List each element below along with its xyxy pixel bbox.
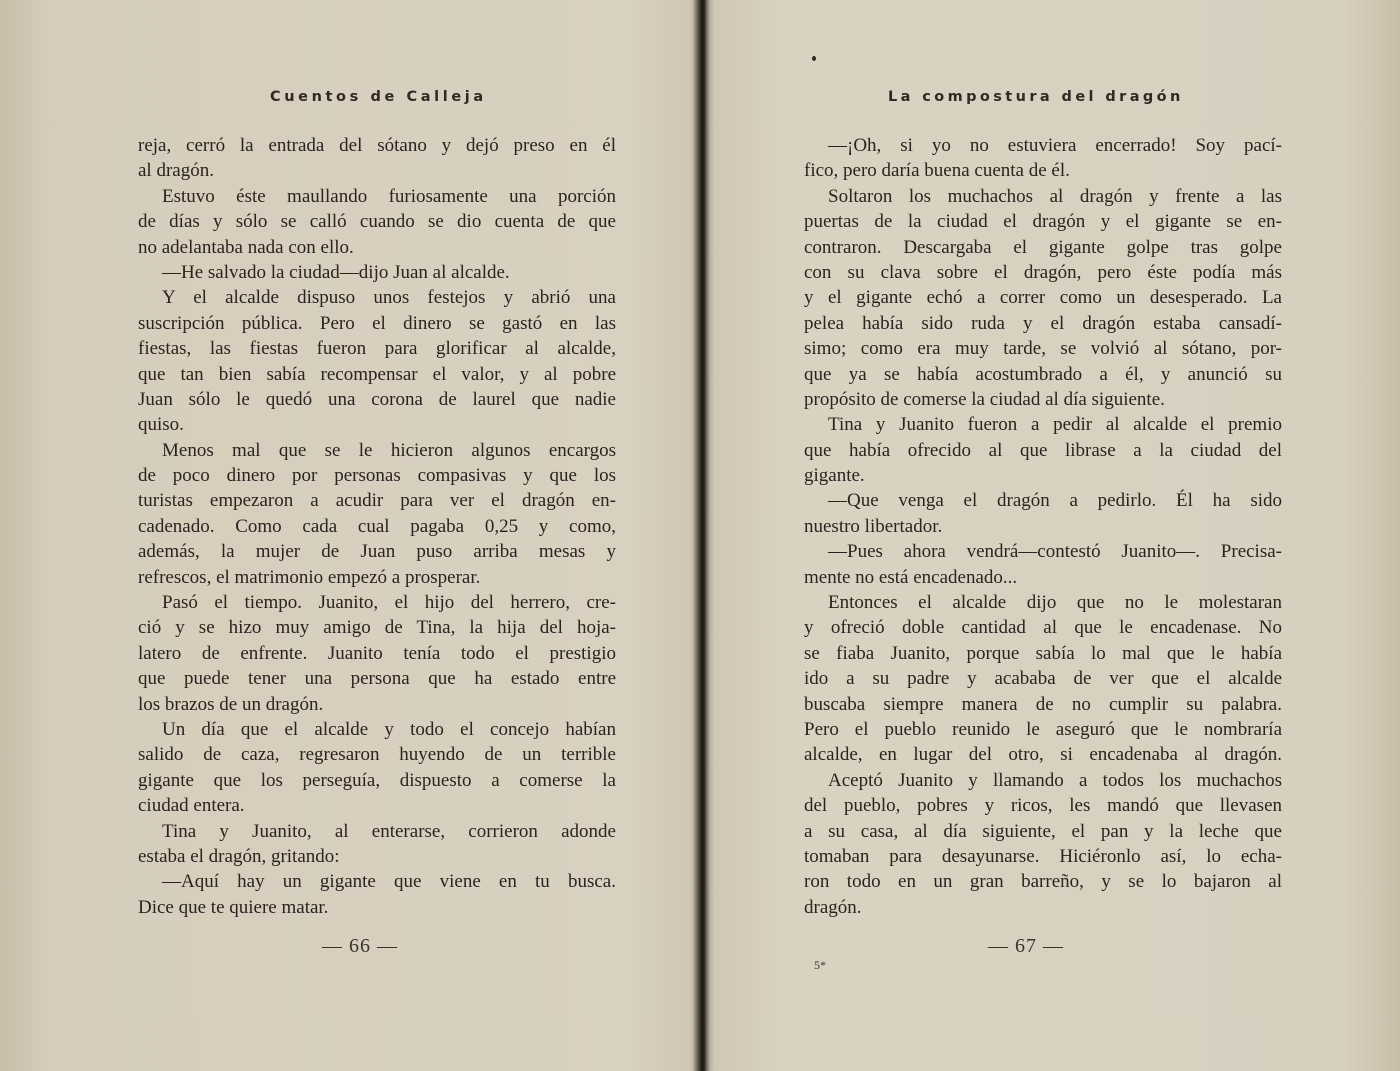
text-line: con su clava sobre el dragón, pero éste podía más xyxy=(804,261,1282,283)
text-line: fiestas, las fiestas fueron para glorificar al alcalde, xyxy=(138,338,616,360)
text-line: Pero el pueblo reunido le aseguró que le nombraría xyxy=(804,718,1282,740)
text-line: estaba el dragón, gritando: xyxy=(138,845,340,867)
text-line: Tina y Juanito, al enterarse, corrieron adonde xyxy=(162,820,616,842)
text-line: Soltaron los muchachos al dragón y frente a las xyxy=(828,185,1282,207)
text-line: fico, pero daría buena cuenta de él. xyxy=(804,160,1070,182)
right-page xyxy=(706,0,1400,1071)
text-line: Tina y Juanito fueron a pedir al alcalde el premio xyxy=(828,414,1282,436)
text-line: al dragón. xyxy=(138,160,214,182)
text-line: de poco dinero por personas compasivas y que los xyxy=(138,465,616,487)
text-line: refrescos, el matrimonio empezó a prosperar. xyxy=(138,566,481,588)
text-line: reja, cerró la entrada del sótano y dejó preso en él xyxy=(138,135,616,156)
text-line: que puede tener una persona que ha estado entre xyxy=(138,668,616,690)
right-body-text xyxy=(804,133,1282,920)
text-line: cadenado. Como cada cual pagaba 0,25 y como, xyxy=(138,515,616,537)
text-line: ron todo en un gran barreño, y se lo bajaron al xyxy=(804,871,1282,893)
text-line: que había ofrecido al que librase a la ciudad del xyxy=(804,439,1282,461)
text-line: y ofreció doble cantidad al que le encadenase. No xyxy=(804,617,1282,639)
text-line: salido de caza, regresaron huyendo de un terrible xyxy=(138,744,616,766)
text-line: Estuvo éste maullando furiosamente una porción xyxy=(162,185,616,207)
text-line: Dice que te quiere matar. xyxy=(138,896,329,918)
text-line: no adelantaba nada con ello. xyxy=(138,236,354,258)
text-line: tomaban para desayunarse. Hiciéronlo así, lo echa- xyxy=(804,845,1282,867)
text-line: Juan sólo le quedó una corona de laurel que nadie xyxy=(138,388,616,410)
text-line: mente no está encadenado... xyxy=(804,566,1018,588)
text-line: ciudad entera. xyxy=(138,795,245,817)
text-line: —Aquí hay un gigante que viene en tu busca. xyxy=(162,871,616,893)
text-line: latero de enfrente. Juanito tenía todo el prestigio xyxy=(138,642,616,664)
text-line: gigante que los perseguía, dispuesto a comerse la xyxy=(138,769,616,791)
text-line: Menos mal que se le hicieron algunos encargos xyxy=(162,439,616,461)
text-line: simo; como era muy tarde, se volvió al sótano, por- xyxy=(804,338,1282,360)
text-line: además, la mujer de Juan puso arriba mesas y xyxy=(138,541,616,563)
text-line: Aceptó Juanito y llamando a todos los muchachos xyxy=(828,769,1282,791)
text-line: alcalde, en lugar del otro, si encadenaba al dragón. xyxy=(804,744,1282,766)
text-line: Entonces el alcalde dijo que no le molestaran xyxy=(828,592,1282,614)
text-line: quiso. xyxy=(138,414,184,436)
right-page-number: — 67 — xyxy=(988,935,1064,957)
text-line: los brazos de un dragón. xyxy=(138,693,324,715)
text-line: —He salvado la ciudad—dijo Juan al alcalde. xyxy=(162,261,510,283)
text-line: gigante. xyxy=(804,465,865,487)
left-running-head: Cuentos de Calleja xyxy=(270,89,487,105)
text-line: que tan bien sabía recompensar el valor, y al pobre xyxy=(138,363,616,385)
text-line: se fiaba Juanito, porque sabía lo mal que le había xyxy=(804,642,1282,664)
text-line: a su casa, al día siguiente, el pan y la leche que xyxy=(804,820,1282,842)
left-page-number: — 66 — xyxy=(322,935,398,957)
text-line: propósito de comerse la ciudad al día siguiente. xyxy=(804,388,1165,410)
right-running-head: La compostura del dragón xyxy=(888,89,1184,105)
text-line: de días y sólo se calló cuando se dio cuenta de que xyxy=(138,211,616,233)
text-line: —Que venga el dragón a pedirlo. Él ha sido xyxy=(828,490,1282,512)
text-line: Un día que el alcalde y todo el concejo habían xyxy=(162,718,616,740)
text-line: nuestro libertador. xyxy=(804,515,943,537)
text-line: puertas de la ciudad el dragón y el gigante se en- xyxy=(804,211,1282,233)
text-line: suscripción pública. Pero el dinero se gastó en las xyxy=(138,312,616,334)
text-line: que ya se había acostumbrado a él, y anunció su xyxy=(804,363,1282,385)
text-line: ido a su padre y acababa de ver que el alcalde xyxy=(804,668,1282,690)
left-body-text xyxy=(138,133,616,920)
text-line: turistas empezaron a acudir para ver el dragón en- xyxy=(138,490,616,512)
text-line: buscaba siempre manera de no cumplir su palabra. xyxy=(804,693,1282,715)
text-line: y el gigante echó a correr como un desesperado. La xyxy=(804,287,1282,309)
text-line: —¡Oh, si yo no estuviera encerrado! Soy pací- xyxy=(828,135,1282,156)
signature-mark: 5* xyxy=(814,958,826,972)
text-line: contraron. Descargaba el gigante golpe tras golpe xyxy=(804,236,1282,258)
text-line: del pueblo, pobres y ricos, les mandó que llevasen xyxy=(804,795,1282,817)
text-line: pelea había sido ruda y el dragón estaba cansadí- xyxy=(804,312,1282,334)
text-line: dragón. xyxy=(804,896,862,918)
ink-dot xyxy=(812,56,816,61)
text-line: ció y se hizo muy amigo de Tina, la hija del hoja- xyxy=(138,617,616,639)
text-line: Pasó el tiempo. Juanito, el hijo del herrero, cre- xyxy=(162,592,616,614)
text-line: —Pues ahora vendrá—contestó Juanito—. Precisa- xyxy=(828,541,1282,563)
text-line: Y el alcalde dispuso unos festejos y abrió una xyxy=(162,287,616,309)
